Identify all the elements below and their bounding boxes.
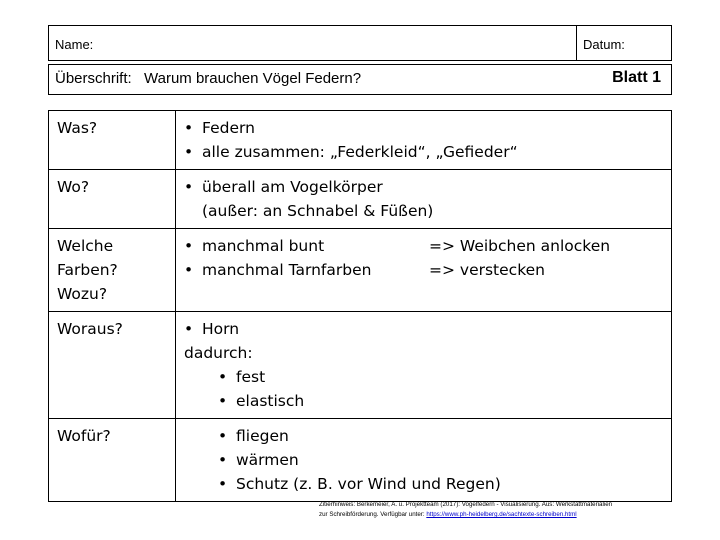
answer-cell — [176, 312, 672, 419]
question-text: Was? — [57, 119, 98, 137]
answer-line — [184, 140, 663, 164]
citation-line-2: zur Schreibförderung. Verfügbar unter: — [319, 511, 425, 518]
table-row — [49, 111, 672, 170]
question-cell — [49, 170, 176, 229]
sheet-number: Blatt 1 — [612, 69, 661, 86]
question-cell — [49, 229, 176, 312]
heading-label: Überschrift: — [55, 70, 132, 87]
table-row — [49, 170, 672, 229]
bullet-icon: • — [184, 119, 194, 137]
name-label: Name: — [55, 37, 94, 52]
answer-purpose: => Weibchen anlocken — [429, 237, 611, 255]
question-text: Wo? — [57, 178, 90, 196]
citation-footer — [319, 500, 679, 520]
answer-text: elastisch — [236, 392, 305, 410]
answer-text: manchmal Tarnfarben — [202, 261, 372, 279]
answer-line — [184, 365, 663, 389]
bullet-icon: • — [184, 237, 194, 255]
question-cell — [49, 312, 176, 419]
citation-line-1: Zitierhinweis: Berkemeier, A. u. Projektteam (2017): Vogelfedern - Visualisierung. Aus: Werkstattmaterialien — [319, 501, 613, 508]
citation-link[interactable]: https://www.ph-heidelberg.de/sachtexte-schreiben.html — [426, 511, 577, 518]
question-text: Woraus? — [57, 320, 123, 338]
date-label: Datum: — [583, 37, 625, 52]
name-field-box — [48, 25, 577, 61]
answer-line — [184, 472, 663, 496]
question-text: Wofür? — [57, 427, 111, 445]
answer-cell — [176, 419, 672, 502]
answer-purpose: => verstecken — [429, 261, 545, 279]
answer-text: (außer: an Schnabel & Füßen) — [202, 202, 434, 220]
table-row — [49, 419, 672, 502]
bullet-icon: • — [218, 427, 228, 445]
date-field-box — [576, 25, 672, 61]
bullet-icon: • — [184, 143, 194, 161]
bullet-icon: • — [218, 392, 228, 410]
question-cell — [49, 111, 176, 170]
question-cell — [49, 419, 176, 502]
answer-text: Schutz (z. B. vor Wind und Regen) — [236, 475, 501, 493]
worksheet-table — [48, 110, 672, 502]
question-text: Welche — [57, 237, 114, 255]
answer-cell — [176, 170, 672, 229]
answer-line — [184, 341, 663, 365]
question-text: Farben? — [57, 261, 118, 279]
answer-line — [184, 448, 663, 472]
heading-title: Warum brauchen Vögel Federn? — [144, 70, 362, 87]
bullet-icon: • — [184, 178, 194, 196]
answer-text: fliegen — [236, 427, 289, 445]
answer-line — [184, 199, 663, 223]
answer-line — [184, 317, 663, 341]
answer-line — [184, 234, 663, 258]
heading-box — [48, 64, 672, 95]
answer-text: manchmal bunt — [202, 237, 325, 255]
answer-line — [184, 175, 663, 199]
answer-text: alle zusammen: „Federkleid“, „Gefieder“ — [202, 143, 518, 161]
question-text: Wozu? — [57, 285, 108, 303]
answer-line — [184, 424, 663, 448]
answer-text: überall am Vogelkörper — [202, 178, 383, 196]
answer-text: Federn — [202, 119, 255, 137]
bullet-icon: • — [184, 261, 194, 279]
answer-cell — [176, 229, 672, 312]
answer-text: dadurch: — [184, 344, 253, 362]
bullet-icon: • — [218, 368, 228, 386]
answer-text: wärmen — [236, 451, 299, 469]
answer-line — [184, 389, 663, 413]
bullet-icon: • — [218, 475, 228, 493]
answer-cell — [176, 111, 672, 170]
answer-line — [184, 116, 663, 140]
answer-text: Horn — [202, 320, 240, 338]
table-row — [49, 229, 672, 312]
bullet-icon: • — [184, 320, 194, 338]
table-row — [49, 312, 672, 419]
bullet-icon: • — [218, 451, 228, 469]
answer-line — [184, 258, 663, 282]
answer-text: fest — [236, 368, 266, 386]
